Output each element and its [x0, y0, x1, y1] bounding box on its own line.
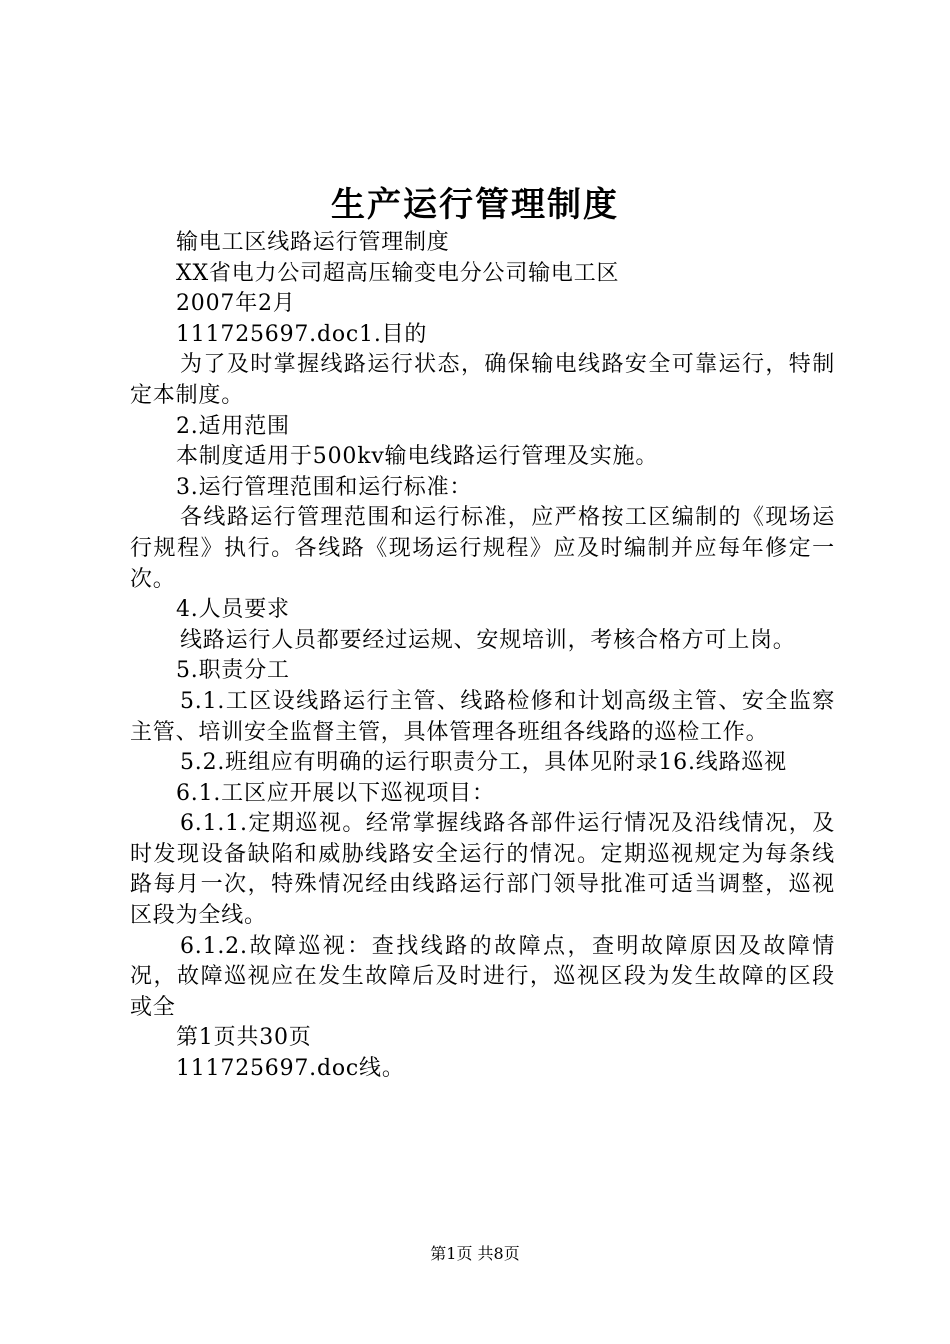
- document-body: [130, 228, 835, 1085]
- paragraph: 5.1.工区设线路运行主管、线路检修和计划高级主管、安全监察主管、培训安全监督主管，具体管理各班组各线路的巡检工作。: [130, 688, 835, 745]
- section-heading: 3.运行管理范围和运行标准：: [176, 474, 473, 500]
- inline-page-number: 第1页共30页: [176, 1025, 312, 1051]
- section-heading: 2.适用范围: [176, 413, 290, 439]
- paragraph: 各线路运行管理范围和运行标准，应严格按工区编制的《现场运行规程》执行。各线路《现场运行规程》应及时编制并应每年修定一次。: [130, 505, 835, 592]
- subtitle-line: 输电工区线路运行管理制度: [176, 230, 450, 255]
- document-title: 生产运行管理制度: [331, 185, 619, 225]
- section-heading: 6.1.工区应开展以下巡视项目：: [176, 780, 495, 806]
- section-heading: 111725697.doc1.目的: [176, 321, 428, 347]
- section-heading: 4.人员要求: [176, 597, 290, 623]
- paragraph: 111725697.doc线。: [176, 1056, 405, 1082]
- date-line: 2007年2月: [176, 291, 296, 317]
- section-heading: 5.职责分工: [176, 658, 290, 684]
- paragraph: 为了及时掌握线路运行状态，确保输电线路安全可靠运行，特制定本制度。: [130, 352, 835, 408]
- paragraph: 6.1.2.故障巡视：查找线路的故障点，查明故障原因及故障情况，故障巡视应在发生故障后及时进行，巡视区段为发生故障的区段或全: [130, 933, 835, 1020]
- organization-line: XX省电力公司超高压输变电分公司输电工区: [176, 260, 620, 286]
- paragraph: 线路运行人员都要经过运规、安规培训，考核合格方可上岗。: [180, 627, 796, 653]
- paragraph: 本制度适用于500kv输电线路运行管理及实施。: [176, 444, 659, 470]
- paragraph: 6.1.1.定期巡视。经常掌握线路各部件运行情况及沿线情况，及时发现设备缺陷和威胁线路安全运行的情况。定期巡视规定为每条线路每月一次，特殊情况经由线路运行部门领导批准可适当调整，巡视区段为全线。: [130, 811, 835, 929]
- paragraph: 5.2.班组应有明确的运行职责分工，具体见附录16.线路巡视: [180, 750, 787, 776]
- page-footer: 第1页 共8页: [430, 1244, 520, 1263]
